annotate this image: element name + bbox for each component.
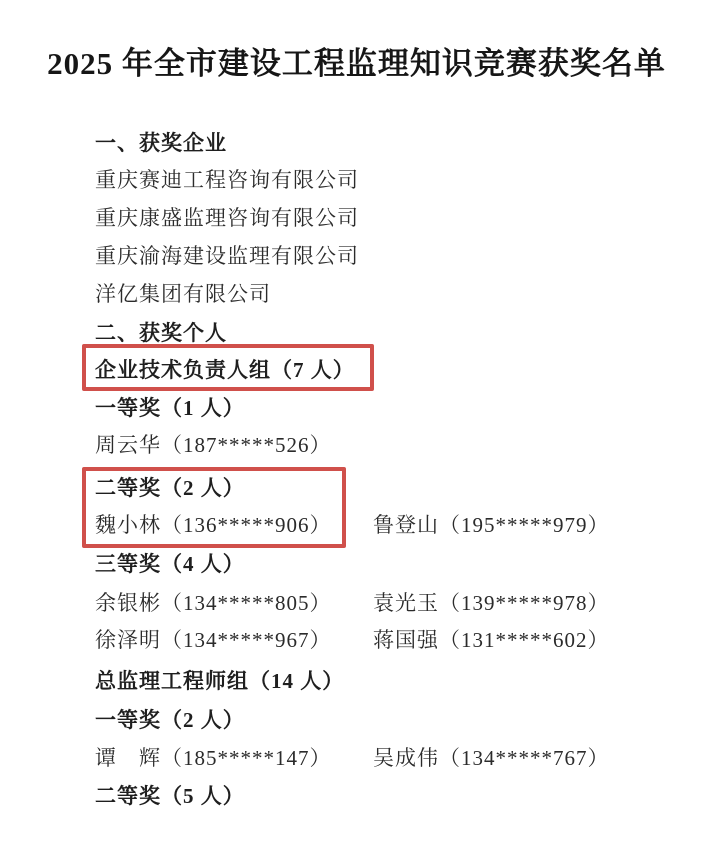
winner-entry: 袁光玉（139*****978） (373, 591, 610, 615)
award-label: 三等奖（4 人） (95, 552, 245, 576)
award-label: 二等奖（5 人） (95, 784, 245, 808)
award-label: 二等奖（2 人） (95, 476, 245, 500)
winner-entry: 魏小林（136*****906） (95, 513, 332, 537)
winner-entry: 蒋国强（131*****602） (373, 628, 610, 652)
group-name: 总监理工程师组（14 人） (95, 669, 345, 693)
section-heading-enterprises: 一、获奖企业 (95, 131, 227, 155)
enterprise-name: 洋亿集团有限公司 (95, 282, 271, 306)
award-label: 一等奖（1 人） (95, 396, 245, 420)
enterprise-name: 重庆赛迪工程咨询有限公司 (95, 168, 359, 192)
page-title: 2025 年全市建设工程监理知识竞赛获奖名单 (47, 46, 666, 81)
winner-entry: 余银彬（134*****805） (95, 591, 332, 615)
winner-entry: 谭 辉（185*****147） (95, 746, 332, 770)
section-heading-individuals: 二、获奖个人 (95, 321, 227, 345)
enterprise-name: 重庆渝海建设监理有限公司 (95, 244, 359, 268)
winner-entry: 吴成伟（134*****767） (373, 746, 610, 770)
enterprise-name: 重庆康盛监理咨询有限公司 (95, 206, 359, 230)
winner-entry: 周云华（187*****526） (95, 433, 332, 457)
winner-entry: 徐泽明（134*****967） (95, 628, 332, 652)
group-name: 企业技术负责人组（7 人） (95, 358, 355, 382)
award-label: 一等奖（2 人） (95, 708, 245, 732)
winner-entry: 鲁登山（195*****979） (373, 513, 610, 537)
